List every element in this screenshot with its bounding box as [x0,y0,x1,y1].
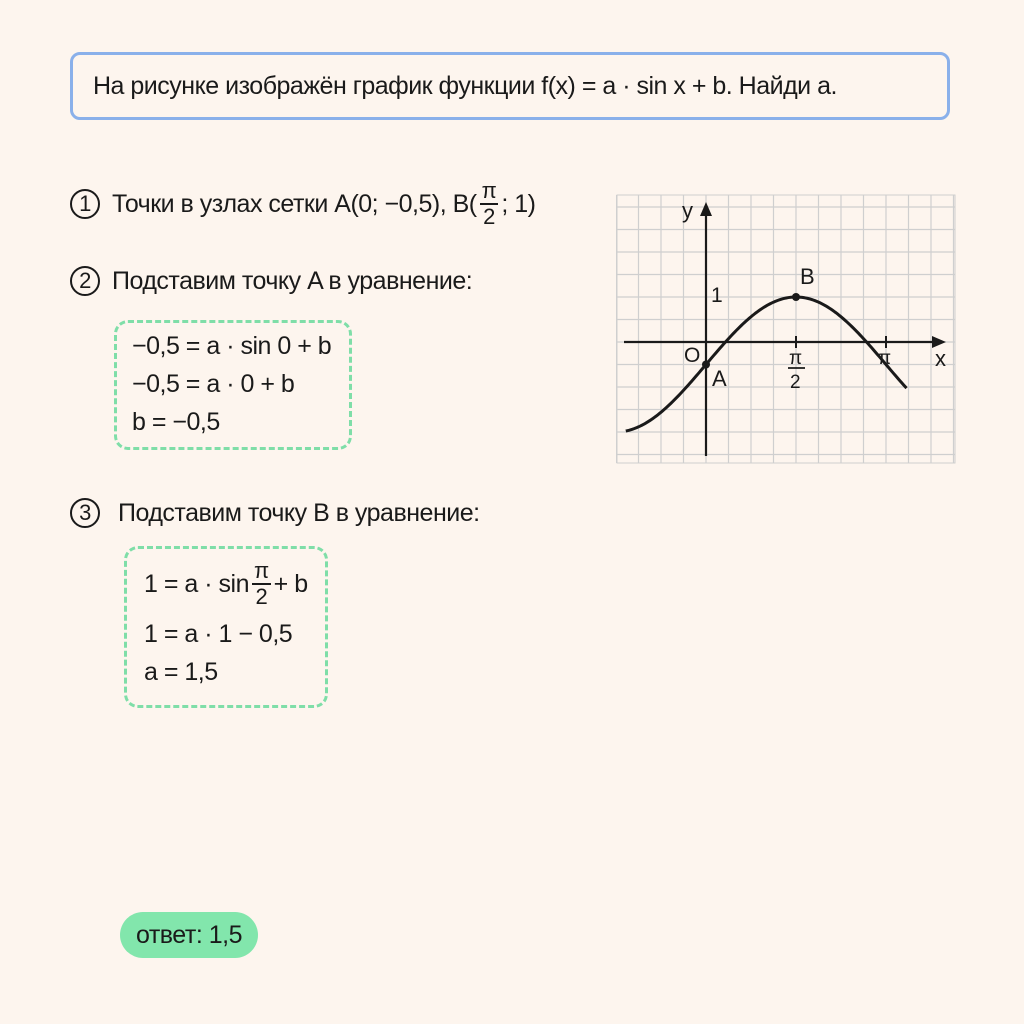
fraction-numerator: π [481,178,497,203]
y-axis-label: y [682,198,693,223]
point-b-label: B [800,264,815,289]
x-tick-label-pi: π [878,348,892,369]
graph-grid [616,195,955,463]
answer-text: ответ: 1,5 [136,920,242,949]
fraction-numerator: π [253,558,269,583]
step-3 [70,498,480,528]
fraction-denominator: 2 [255,584,268,609]
task-text: На рисунке изображён график функции f(x) = a · sin x + b. Найди a. [93,71,837,100]
step-2-eq-1: −0,5 = a · sin 0 + b [132,332,332,360]
pi-half-fraction [252,560,271,608]
step-3-eq-3: a = 1,5 [144,658,218,686]
step-2 [70,266,472,296]
x-tick-label-pi-half-numerator: π [789,348,803,369]
fraction-denominator: 2 [483,204,495,229]
step-3-number: 3 [70,498,100,528]
pi-half-fraction [480,180,499,228]
x-axis-label: x [935,346,946,371]
step-1-text-before: Точки в узлах сетки A(0; −0,5), B( [112,189,477,218]
answer-badge [120,912,258,958]
x-tick-label-pi-half-denominator: 2 [790,372,801,393]
function-graph [616,194,956,464]
step-3-eq-1-before: 1 = a · sin [144,569,249,598]
y-tick-label-one: 1 [711,284,723,307]
step-2-number: 2 [70,266,100,296]
task-box [70,52,950,120]
step-1-number: 1 [70,189,100,219]
graph-frame [617,195,955,463]
step-3-eq-1 [144,560,308,608]
step-1 [70,180,535,228]
step-2-eq-3: b = −0,5 [132,408,220,436]
point-a [702,361,710,369]
step-1-text [112,180,535,228]
step-1-text-after: ; 1) [501,189,536,218]
step-3-eq-2: 1 = a · 1 − 0,5 [144,620,293,648]
step-3-eq-1-after: + b [273,569,308,598]
origin-label: O [684,344,701,367]
step-2-eq-2: −0,5 = a · 0 + b [132,370,295,398]
point-b [792,293,800,301]
step-2-text: Подставим точку A в уравнение: [112,266,473,295]
point-a-label: A [712,366,727,391]
step-3-text: Подставим точку B в уравнение: [118,498,480,527]
